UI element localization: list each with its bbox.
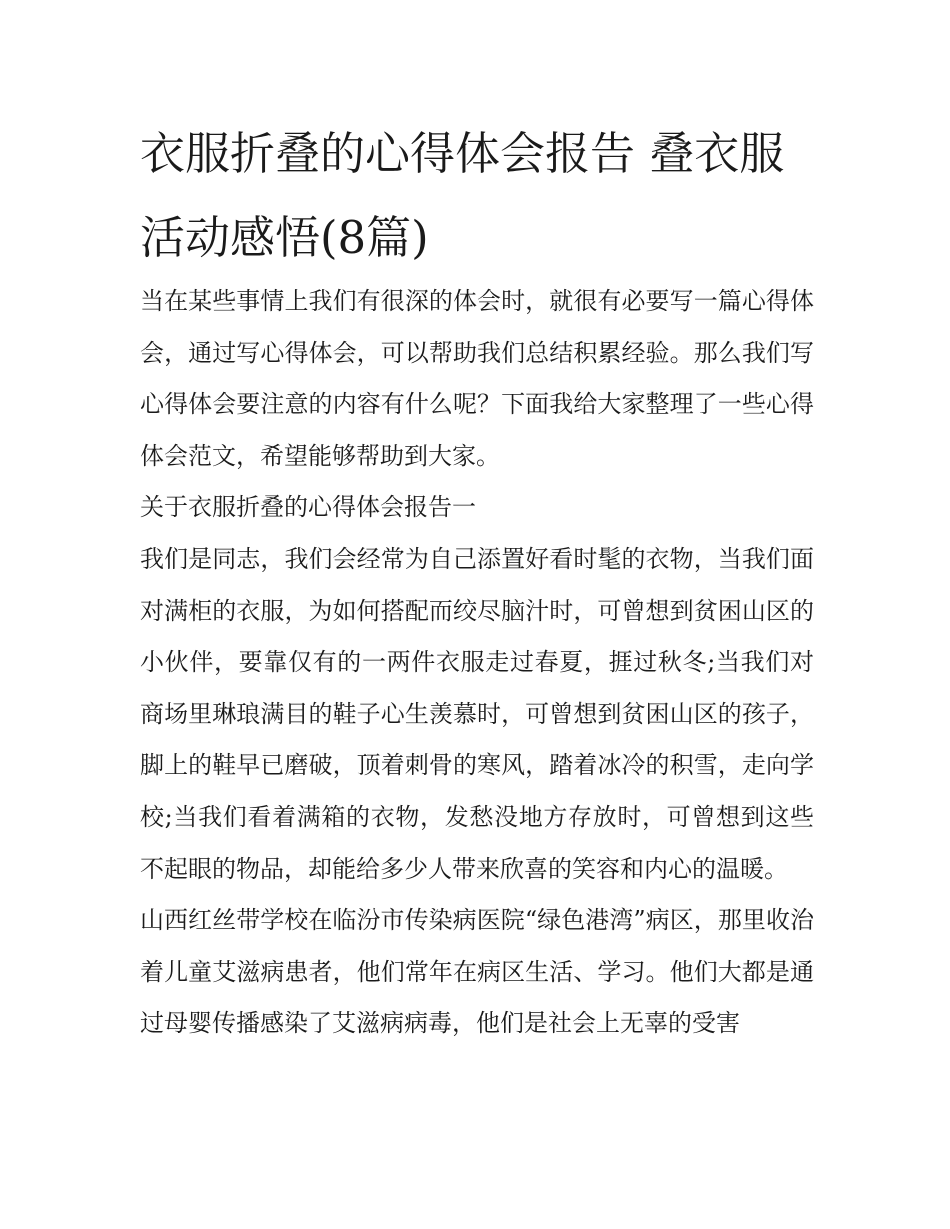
body-paragraph: 我们是同志，我们会经常为自己添置好看时髦的衣物，当我们面对满柜的衣服，为如何搭配而绞尽脑汁时，可曾想到贫困山区的小伙伴，要靠仅有的一两件衣服走过春夏，捱过秋冬;当我们对商场里琳琅满目的鞋子心生羡慕时，可曾想到贫困山区的孩子，脚上的鞋早已磨破，顶着刺骨的寒风，踏着冰冷的积雪，走向学校;当我们看着满箱的衣物，发愁没地方存放时，可曾想到这些不起眼的物品，却能给多少人带来欣喜的笑容和内心的温暖。 — [140, 544, 814, 883]
body-paragraph: 山西红丝带学校在临汾市传染病医院“绿色港湾”病区，那里收治着儿童艾滋病患者，他们常年在病区生活、学习。他们大都是通过母婴传播感染了艾滋病病毒，他们是社会上无辜的受害 — [140, 906, 814, 1038]
intro-paragraph: 当在某些事情上我们有很深的体会时，就很有必要写一篇心得体会，通过写心得体会，可以帮助我们总结积累经验。那么我们写心得体会要注意的内容有什么呢？下面我给大家整理了一些心得体会范文，希望能够帮助到大家。 — [140, 287, 814, 470]
section-heading: 关于衣服折叠的心得体会报告一 — [140, 493, 476, 522]
document-title: 衣服折叠的心得体会报告 叠衣服活动感悟(8篇) — [140, 127, 785, 264]
document-body — [140, 276, 814, 1050]
